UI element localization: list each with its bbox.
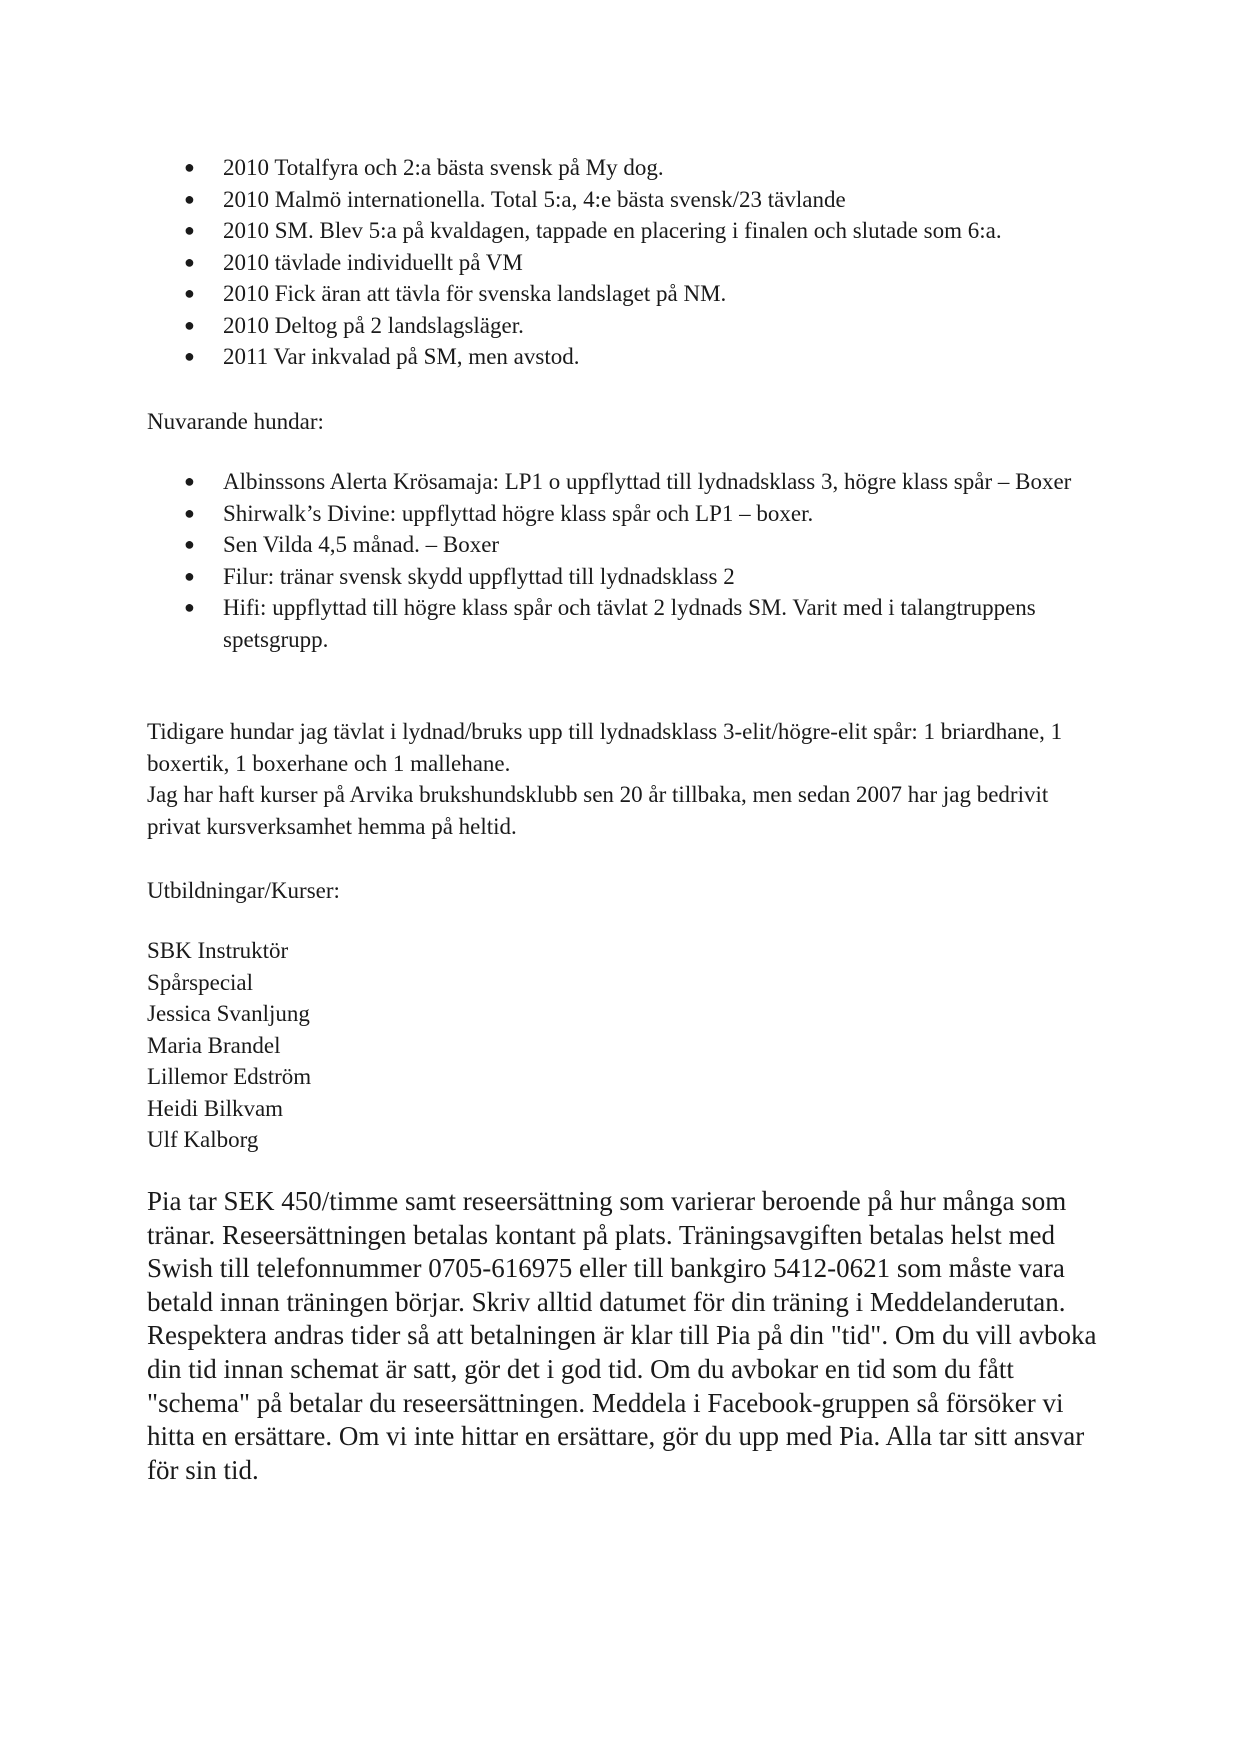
education-item: Heidi Bilkvam — [147, 1095, 284, 1121]
list-item — [147, 341, 1107, 373]
current-dogs-section — [147, 466, 1107, 655]
dog-text: Filur: tränar svensk skydd uppflyttad till lydnadsklass 2 — [223, 563, 735, 589]
previous-dogs-paragraph: Tidigare hundar jag tävlat i lydnad/bruks upp till lydnadsklass 3-elit/högre-elit spår: 1 briardhane, 1 boxertik, 1 boxerhane och 1 mallehane. — [147, 719, 1063, 776]
achievement-text: 2010 Malmö internationella. Total 5:a, 4:e bästa svensk/23 tävlande — [223, 186, 846, 212]
list-item — [147, 310, 1107, 342]
dog-text: Sen Vilda 4,5 månad. – Boxer — [223, 532, 500, 557]
bullet-icon: ● — [184, 565, 195, 586]
bullet-icon: ● — [184, 157, 195, 177]
list-item — [147, 498, 1107, 530]
list-item — [147, 247, 1107, 279]
bullet-icon: ● — [184, 314, 195, 335]
dog-text: Albinssons Alerta Krösamaja: LP1 o uppflyttad till lydnadsklass 3, högre klass spår – Boxer — [223, 469, 1072, 494]
list-item — [147, 561, 1107, 593]
bullet-icon: ● — [184, 251, 195, 272]
bullet-icon: ● — [184, 502, 195, 523]
list-item — [147, 592, 1107, 655]
current-dogs-heading-block — [147, 406, 1107, 438]
history-section — [147, 716, 1107, 842]
bullet-icon: ● — [184, 283, 195, 303]
pricing-section — [147, 1185, 1107, 1487]
list-item — [147, 466, 1107, 498]
education-item: Lillemor Edström — [147, 1064, 312, 1089]
list-item — [147, 152, 1107, 184]
dog-text: Hifi: uppflyttad till högre klass spår och tävlat 2 lydnads SM. Varit med i talangtruppens spetsgrupp. — [223, 595, 1036, 652]
achievements-section — [147, 152, 1107, 373]
achievements-list — [147, 152, 1107, 373]
achievement-text: 2010 SM. Blev 5:a på kvaldagen, tappade en placering i finalen och slutade som 6:a. — [223, 218, 1002, 243]
achievement-text: 2011 Var inkvalad på SM, men avstod. — [223, 344, 580, 369]
education-item: SBK Instruktör — [147, 938, 289, 963]
dog-text: Shirwalk’s Divine: uppflyttad högre klass spår och LP1 – boxer. — [223, 500, 814, 526]
list-item — [147, 184, 1107, 216]
current-dogs-heading: Nuvarande hundar: — [147, 409, 324, 434]
education-heading: Utbildningar/Kurser: — [147, 878, 340, 903]
education-item: Ulf Kalborg — [147, 1127, 259, 1152]
current-dogs-list — [147, 466, 1107, 655]
education-item: Spårspecial — [147, 969, 254, 995]
pricing-paragraph: Pia tar SEK 450/timme samt reseersättning som varierar beroende på hur många som tränar. Reseersättningen betalas kontant på plats. Träningsavgiften betalas helst med Swish till telefonnummer 0705-616975 eller till bankgiro 5412-0621 som måste vara betald innan träningen börjar. Skriv alltid datumet för din träning i Meddelanderutan. Respektera andras tider så att betalningen är klar till Pia på din "tid". Om du vill avboka din tid innan schemat är satt, gör det i god tid. Om du avbokar en tid som du fått "schema" på betalar du reseersättningen. Meddela i Facebook-gruppen så försöker vi hitta en ersättare. Om vi inte hittar en ersättare, gör du upp med Pia. Alla tar sitt ansvar för sin tid. — [147, 1186, 1097, 1485]
list-item — [147, 215, 1107, 247]
bullet-icon: ● — [184, 597, 195, 617]
list-item — [147, 278, 1107, 310]
education-item: Maria Brandel — [147, 1032, 281, 1058]
bullet-icon: ● — [184, 346, 195, 366]
list-item — [147, 529, 1107, 561]
education-heading-block — [147, 875, 1107, 907]
education-item: Jessica Svanljung — [147, 1001, 310, 1026]
achievement-text: 2010 Deltog på 2 landslagsläger. — [223, 312, 524, 338]
achievement-text: 2010 tävlade individuellt på VM — [223, 249, 523, 275]
courses-history-paragraph: Jag har haft kurser på Arvika brukshundsklubb sen 20 år tillbaka, men sedan 2007 har jag bedrivit privat kursverksamhet hemma på heltid. — [147, 782, 1049, 839]
bullet-icon: ● — [184, 220, 195, 240]
achievement-text: 2010 Fick äran att tävla för svenska landslaget på NM. — [223, 281, 727, 306]
bullet-icon: ● — [184, 188, 195, 209]
bullet-icon: ● — [184, 471, 195, 491]
achievement-text: 2010 Totalfyra och 2:a bästa svensk på My dog. — [223, 155, 664, 180]
bullet-icon: ● — [184, 534, 195, 554]
education-section — [147, 935, 1107, 1156]
